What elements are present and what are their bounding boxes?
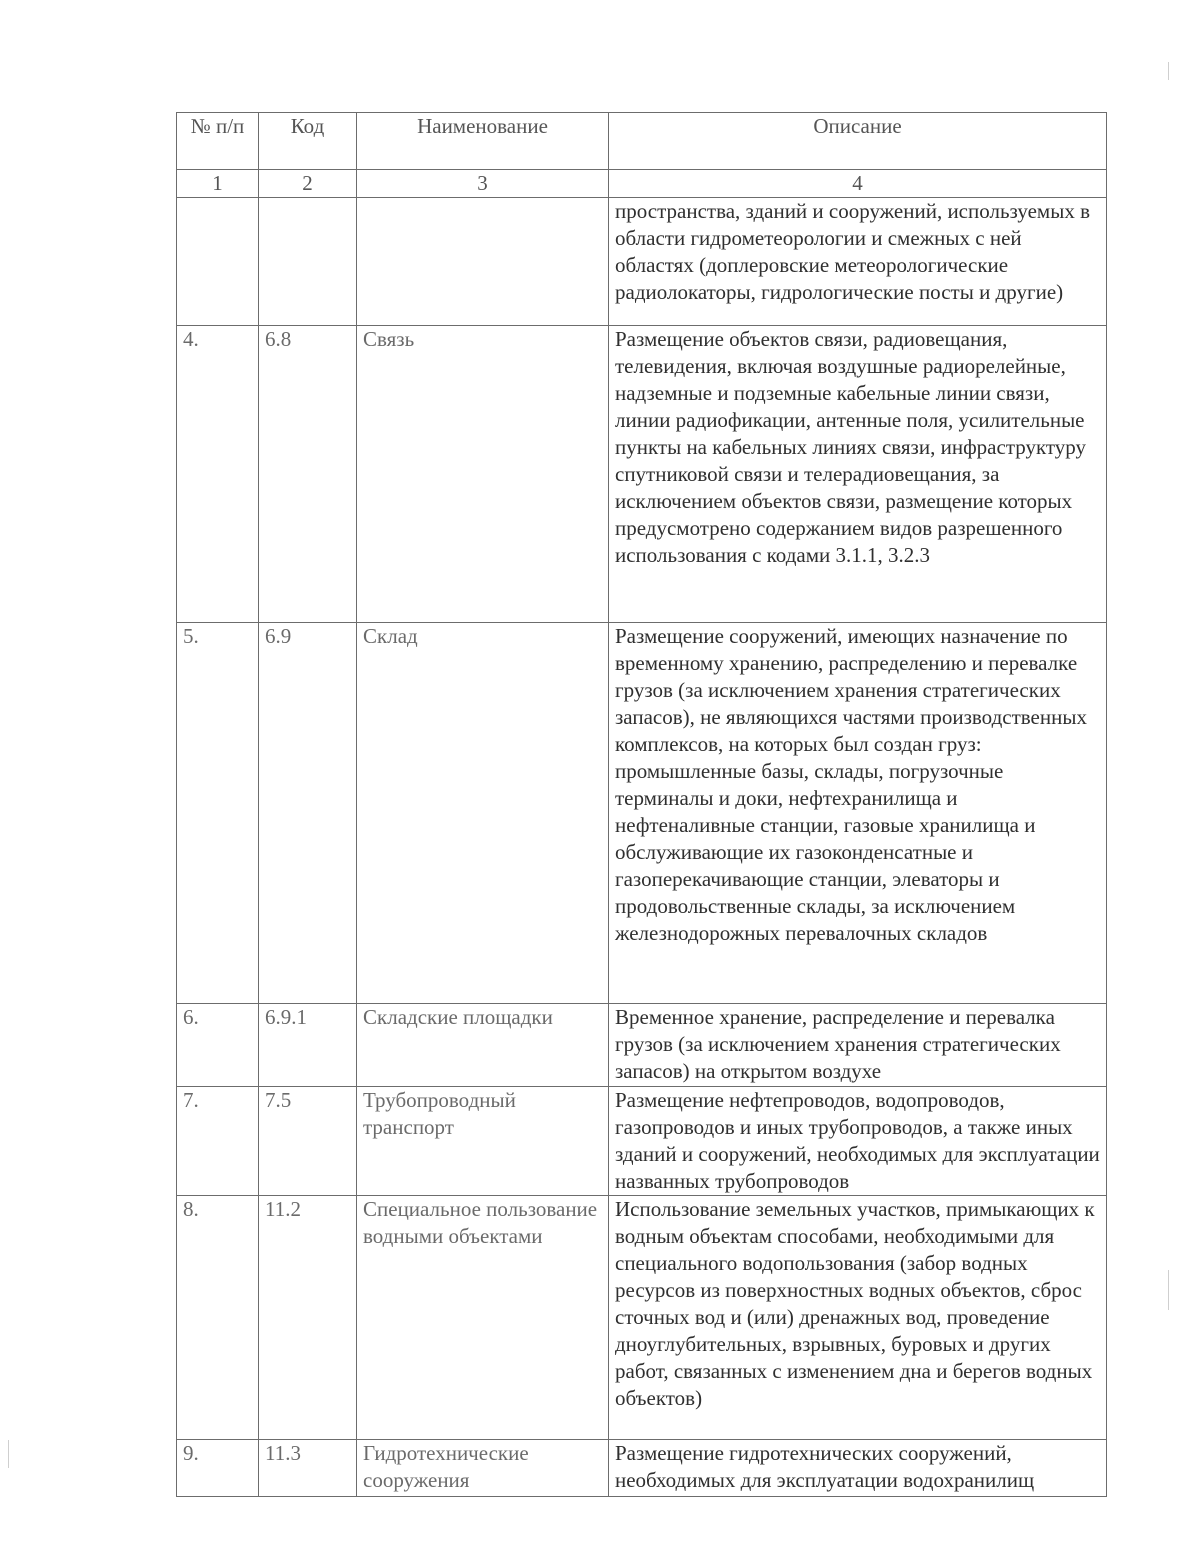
row-number: 7. <box>177 1087 259 1196</box>
column-number: 2 <box>259 170 357 198</box>
table-row <box>177 1087 1107 1196</box>
row-name: Складские площадки <box>357 1004 609 1087</box>
land-use-table <box>176 112 1107 1497</box>
scan-edge-mark <box>8 1440 9 1468</box>
row-number: 9. <box>177 1440 259 1497</box>
table-row <box>177 1440 1107 1497</box>
row-name: Гидротехнические сооружения <box>357 1440 609 1497</box>
row-name: Специальное пользование водными объектами <box>357 1196 609 1440</box>
row-description: Размещение сооружений, имеющих назначение по временному хранению, распределению и перевалке грузов (за исключением хранения стратегических запасов), не являющихся частями производственных комплексов, на которых был создан груз: промышленные базы, склады, погрузочные терминалы и доки, нефтехранилища и нефтеналивные станции, газовые хранилища и обслуживающие их газоконденсатные и газоперекачивающие станции, элеваторы и продовольственные склады, за исключением железнодорожных перевалочных складов <box>609 623 1107 1004</box>
row-name: Склад <box>357 623 609 1004</box>
row-name: Связь <box>357 326 609 623</box>
table-header-row <box>177 113 1107 170</box>
row-code: 11.3 <box>259 1440 357 1497</box>
row-code: 6.9 <box>259 623 357 1004</box>
row-description: Размещение нефтепроводов, водопроводов, газопроводов и иных трубопроводов, а также иных зданий и сооружений, необходимых для эксплуатации названных трубопроводов <box>609 1087 1107 1196</box>
column-number: 4 <box>609 170 1107 198</box>
table-row <box>177 198 1107 326</box>
row-description: Временное хранение, распределение и перевалка грузов (за исключением хранения стратегических запасов) на открытом воздухе <box>609 1004 1107 1087</box>
header-code: Код <box>259 113 357 170</box>
column-number: 1 <box>177 170 259 198</box>
table-row <box>177 326 1107 623</box>
header-number: № п/п <box>177 113 259 170</box>
table-row <box>177 1004 1107 1087</box>
row-name: Трубопроводный транспорт <box>357 1087 609 1196</box>
row-code: 6.8 <box>259 326 357 623</box>
row-number: 6. <box>177 1004 259 1087</box>
row-name <box>357 198 609 326</box>
scan-edge-mark <box>1168 62 1169 80</box>
row-description: Размещение объектов связи, радиовещания, телевидения, включая воздушные радиорелейные, надземные и подземные кабельные линии связи, линии радиофикации, антенные поля, усилительные пункты на кабельных линиях связи, инфраструктуру спутниковой связи и телерадиовещания, за исключением объектов связи, размещение которых предусмотрено содержанием видов разрешенного использования с кодами 3.1.1, 3.2.3 <box>609 326 1107 623</box>
row-code: 7.5 <box>259 1087 357 1196</box>
row-description: пространства, зданий и сооружений, используемых в области гидрометеорологии и смежных с ней областях (доплеровские метеорологические радиолокаторы, гидрологические посты и другие) <box>609 198 1107 326</box>
row-description: Размещение гидротехнических сооружений, необходимых для эксплуатации водохранилищ <box>609 1440 1107 1497</box>
row-number: 8. <box>177 1196 259 1440</box>
row-code: 6.9.1 <box>259 1004 357 1087</box>
header-description: Описание <box>609 113 1107 170</box>
header-name: Наименование <box>357 113 609 170</box>
table-row <box>177 623 1107 1004</box>
row-description: Использование земельных участков, примыкающих к водным объектам способами, необходимыми для специального водопользования (забор водных ресурсов из поверхностных водных объектов, сброс сточных вод и (или) дренажных вод, проведение дноуглубительных, взрывных, буровых и других работ, связанных с изменением дна и берегов водных объектов) <box>609 1196 1107 1440</box>
column-number: 3 <box>357 170 609 198</box>
row-code <box>259 198 357 326</box>
row-number <box>177 198 259 326</box>
row-code: 11.2 <box>259 1196 357 1440</box>
scan-edge-mark <box>1168 1270 1169 1310</box>
row-number: 5. <box>177 623 259 1004</box>
row-number: 4. <box>177 326 259 623</box>
table-row <box>177 1196 1107 1440</box>
column-number-row <box>177 170 1107 198</box>
